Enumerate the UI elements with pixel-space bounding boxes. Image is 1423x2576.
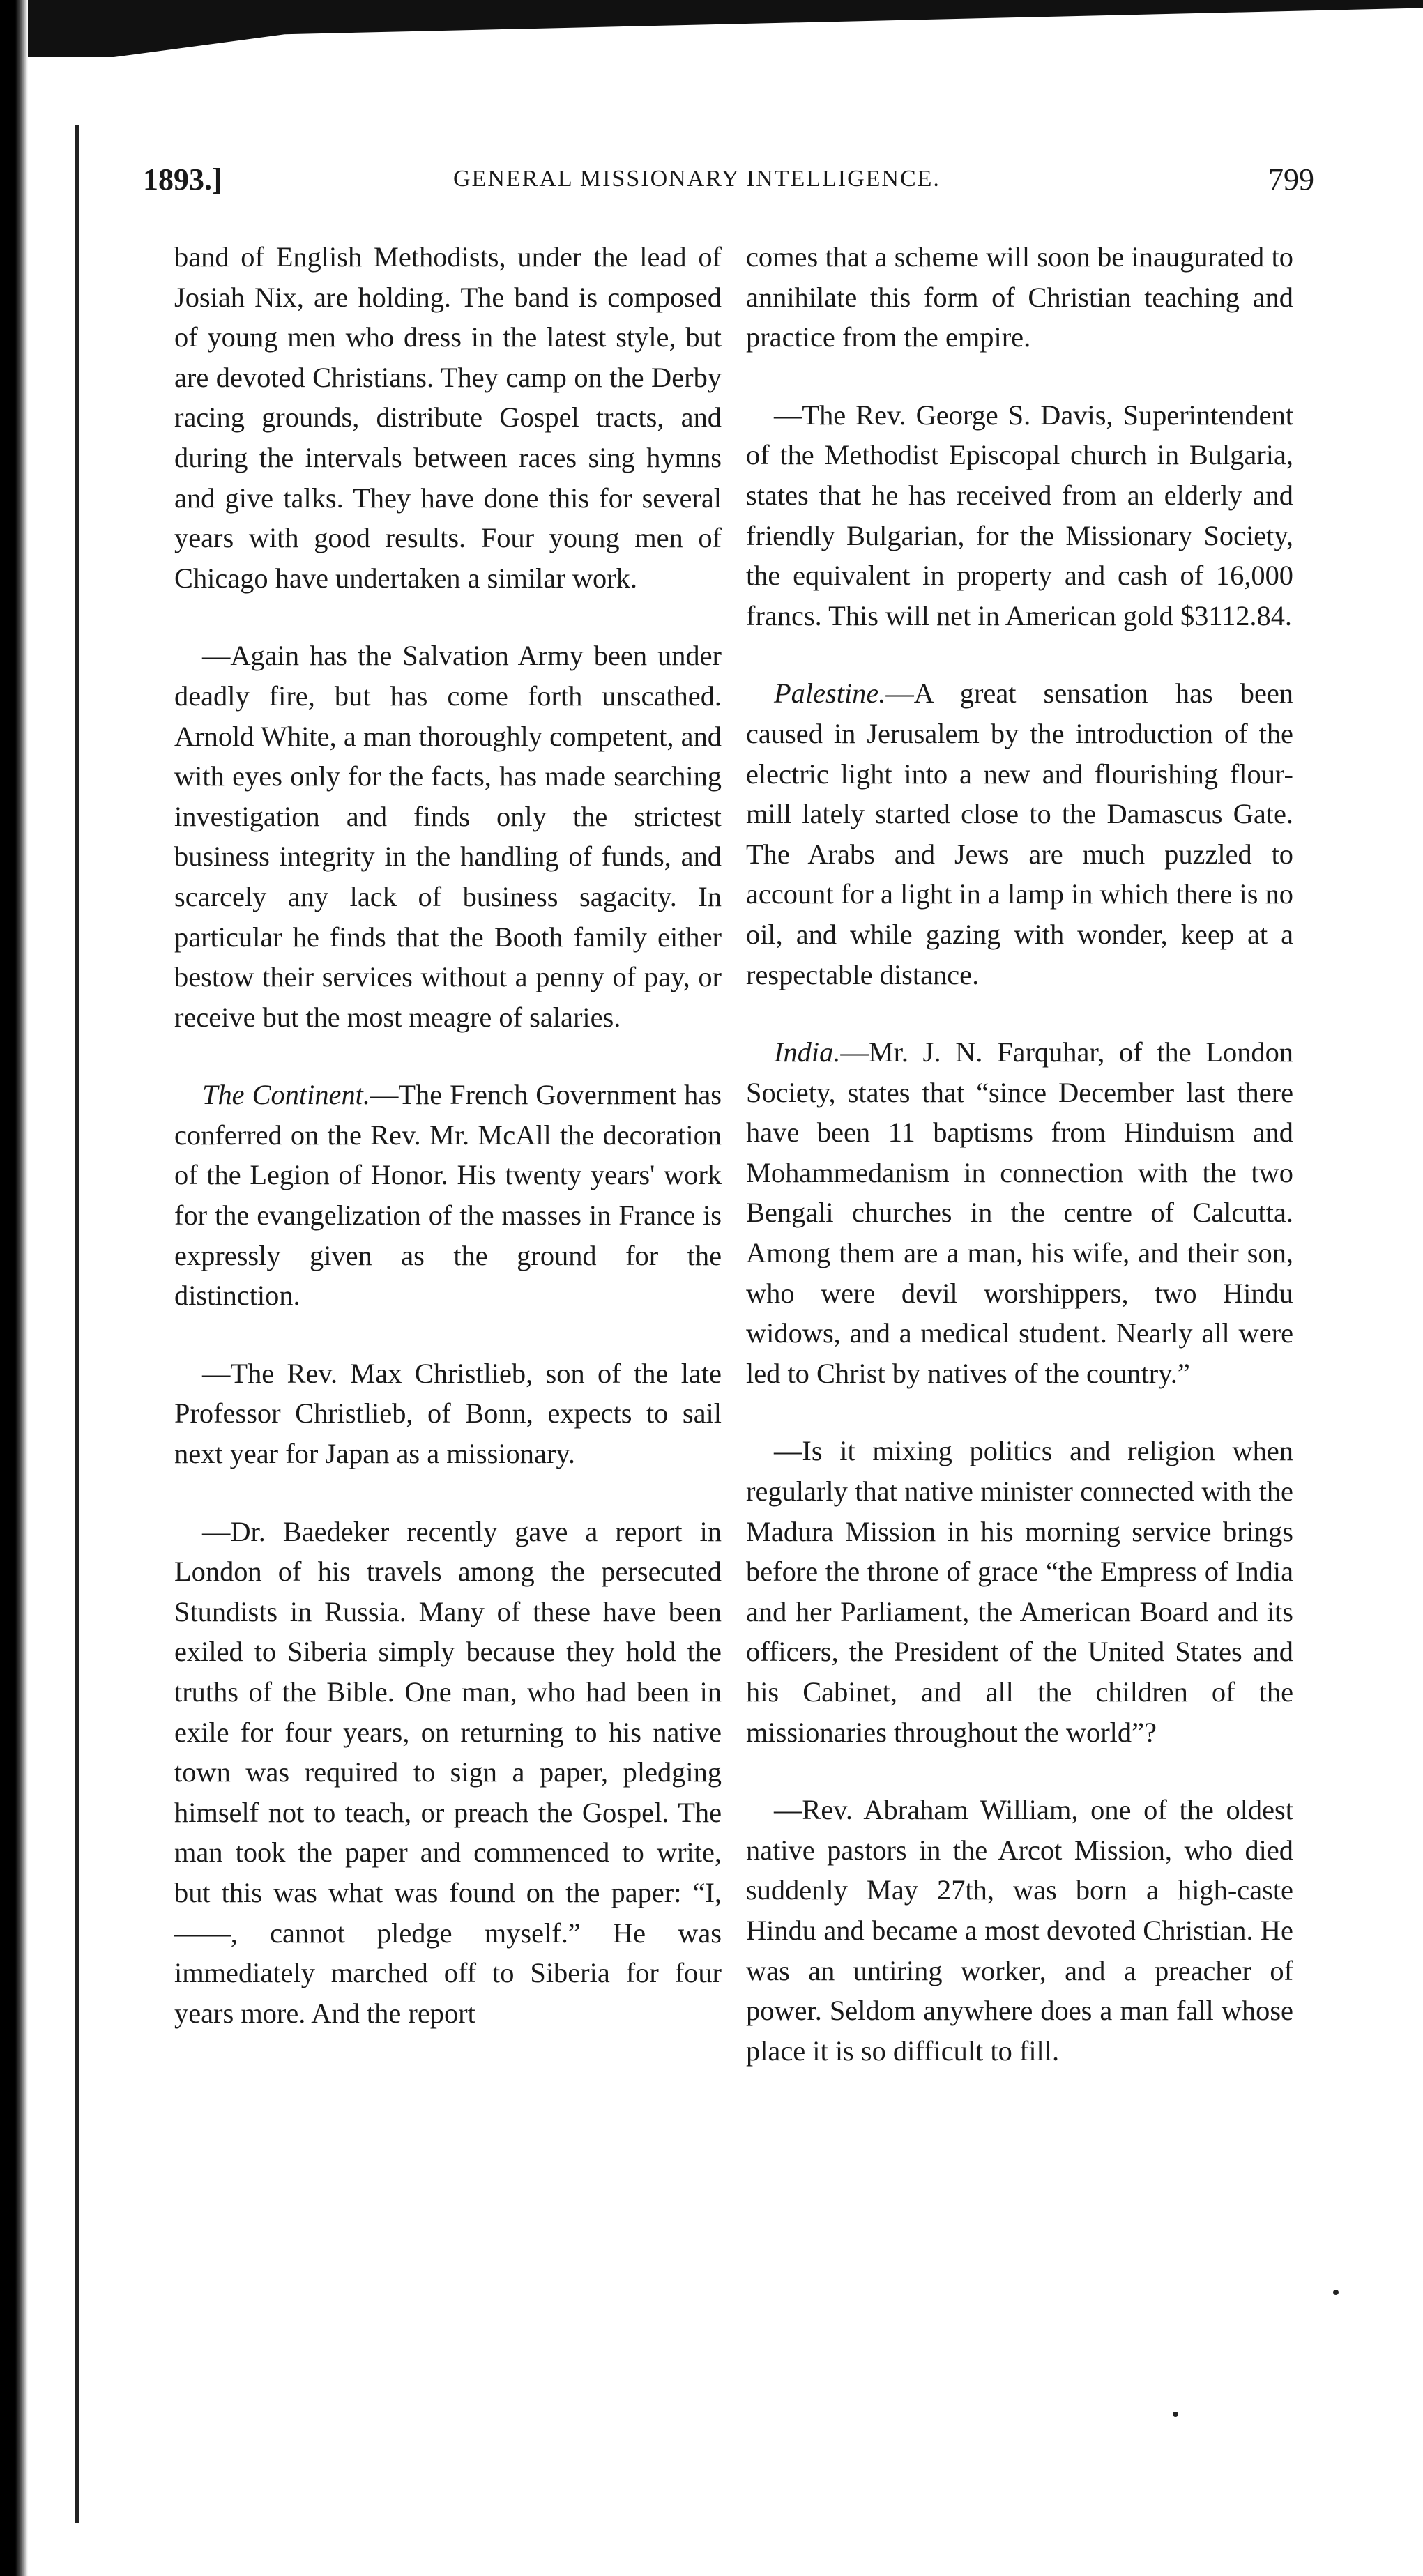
paragraph — [746, 673, 1293, 995]
header-year: 1893.] — [143, 162, 222, 197]
page-number: 799 — [1268, 162, 1314, 197]
paragraph-text: —The French Government has conferred on the Rev. Mr. McAll the decoration of the Legion of Honor. His twenty years' work for the evangelization of the masses in France is expressly given as the ground for the distinction. — [174, 1079, 722, 1312]
paragraph-text: —Again has the Salvation Army been under deadly fire, but has come forth unscathed. Arnold White, a man thoroughly competent, and with eyes only for the facts, has made searching investigation and finds only the strictest business integrity in the handling of funds, and scarcely any lack of business sagacity. In particular he finds that the Booth family either bestow their services without a penny of pay, or receive but the most meagre of salaries. — [174, 640, 722, 1033]
paragraph-text: —The Rev. George S. Davis, Superintendent of the Methodist Episcopal church in Bulgaria, states that he has received from an elderly and friendly Bulgarian, for the Missionary Society, the equivalent in property and cash of 16,000 francs. This will net in American gold $3112.84. — [746, 399, 1293, 631]
paragraph — [746, 1431, 1293, 1752]
paragraph — [746, 1032, 1293, 1393]
paragraph — [174, 1075, 722, 1316]
paragraph — [174, 237, 722, 598]
running-title: GENERAL MISSIONARY INTELLIGENCE. — [453, 166, 941, 192]
right-column — [746, 237, 1293, 2453]
scan-left-rule — [75, 125, 79, 2523]
paragraph-text: —Dr. Baedeker recently gave a report in London of his travels among the persecuted Stundists in Russia. Many of these have been exiled to Siberia simply because they hold the truths of the Bible. One man, who had been in exile for four years, on returning to his native town was required to sign a paper, pledging himself not to teach, or preach the Gospel. The man took the paper and commenced to write, but this was what was found on the paper: “I, ——, cannot pledge myself.” He was immediately marched off to Siberia for four years more. And the report — [174, 1515, 722, 2029]
scan-speck — [1173, 2412, 1178, 2417]
paragraph-text: —A great sensation has been caused in Jerusalem by the introduction of the electric light into a new and flourishing flour-mill lately started close to the Damascus Gate. The Arabs and Jews are much puzzled to account for a light in a lamp in which there is no oil, and while gazing with wonder, keep at a respectable distance. — [746, 677, 1293, 990]
paragraph-text: —Is it mixing politics and religion when regularly that native minister connected with the Madura Mission in his morning service brings before the throne of grace “the Empress of India and her Parliament, the American Board and its officers, the President of the United States and his Cabinet, and all the children of the missionaries throughout the world”? — [746, 1435, 1293, 1748]
paragraph-text: band of English Methodists, under the lead of Josiah Nix, are holding. The band is composed of young men who dress in the latest style, but are devoted Christians. They camp on the Derby racing grounds, distribute Gospel tracts, and during the intervals between races sing hymns and give talks. They have done this for several years with good results. Four young men of Chicago have undertaken a similar work. — [174, 241, 722, 594]
scan-top-border — [0, 0, 1423, 57]
paragraph — [174, 636, 722, 1037]
paragraph-text: comes that a scheme will soon be inaugurated to annihilate this form of Christian teaching and practice from the empire. — [746, 241, 1293, 353]
paragraph — [174, 1512, 722, 2034]
paragraph-lead: The Continent. — [202, 1079, 370, 1111]
scan-speck — [1333, 2290, 1339, 2295]
paragraph-text: —Mr. J. N. Farquhar, of the London Society, states that “since December last there have been 11 baptisms from Hinduism and Mohammedanism in connection with the two Bengali churches in the centre of Calcutta. Among them are a man, his wife, and their son, who were devil worshippers, two Hindu widows, and a medical student. Nearly all were led to Christ by natives of the country.” — [746, 1036, 1293, 1389]
paragraph-text: —Rev. Abraham William, one of the oldest native pastors in the Arcot Mission, who died suddenly May 27th, was born a high-caste Hindu and became a most devoted Christian. He was an untiring worker, and a preacher of power. Seldom anywhere does a man fall whose place it is so difficult to fill. — [746, 1794, 1293, 2067]
paragraph-text: —The Rev. Max Christlieb, son of the late Professor Christlieb, of Bonn, expects to sail next year for Japan as a missionary. — [174, 1357, 722, 1470]
page-header — [143, 162, 1314, 210]
paragraph — [174, 1354, 722, 1474]
scan-left-border — [0, 0, 28, 2576]
paragraph — [746, 237, 1293, 358]
left-column — [174, 237, 722, 2453]
paragraph — [746, 1790, 1293, 2071]
paragraph-lead: India. — [774, 1036, 841, 1068]
paragraph-lead: Palestine. — [774, 677, 886, 710]
paragraph — [746, 395, 1293, 636]
